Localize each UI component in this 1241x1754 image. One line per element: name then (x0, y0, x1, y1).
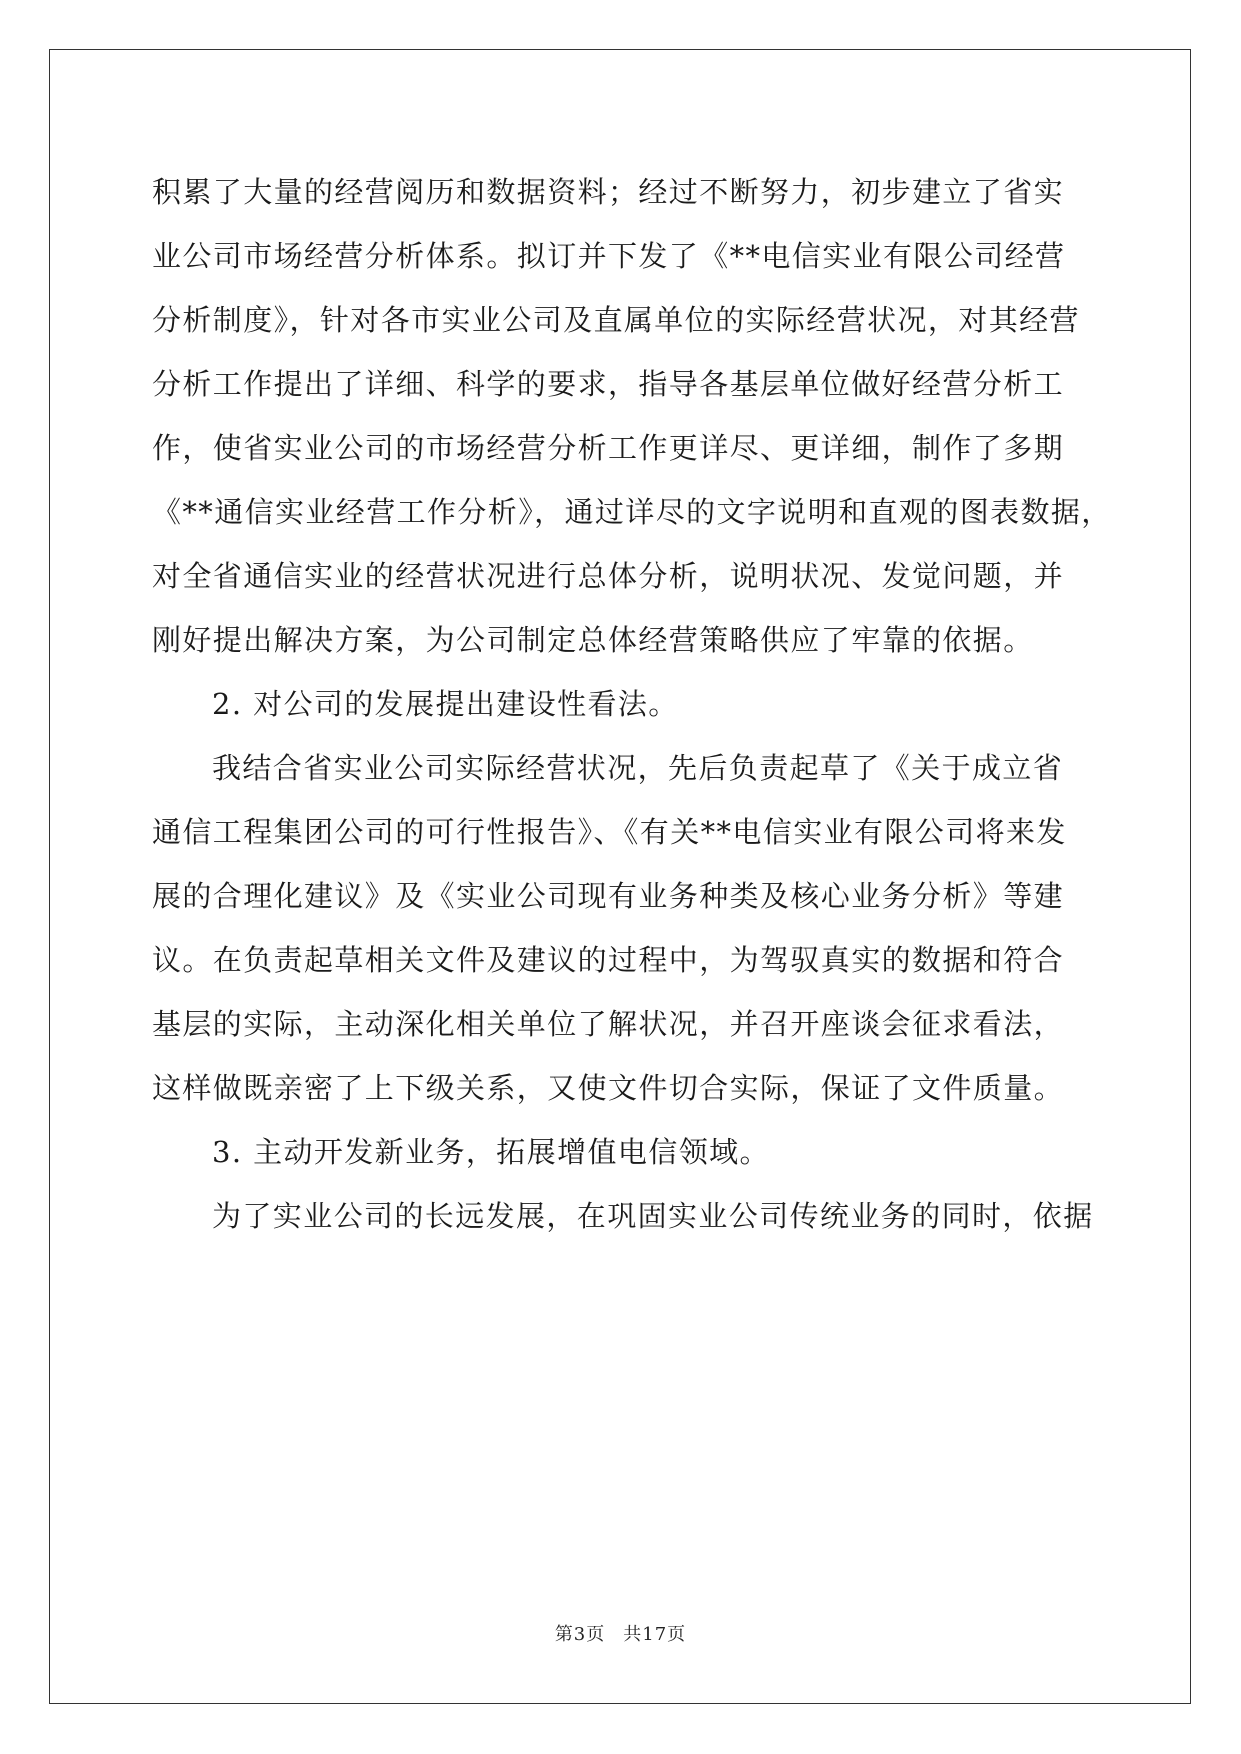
text-line: 积累了大量的经营阅历和数据资料；经过不断努力，初步建立了省实 (152, 175, 1065, 209)
page-footer (0, 1620, 1241, 1646)
text-line: 通信工程集团公司的可行性报告》、《有关**电信实业有限公司将来发 (152, 815, 1067, 849)
text-line: 刚好提出解决方案，为公司制定总体经营策略供应了牢靠的依据。 (152, 623, 1034, 657)
text-line: 为了实业公司的长远发展，在巩固实业公司传统业务的同时，依据 (212, 1199, 1094, 1233)
text-line: 对全省通信实业的经营状况进行总体分析，说明状况、发觉问题，并 (152, 559, 1065, 593)
text-line: 分析工作提出了详细、科学的要求，指导各基层单位做好经营分析工 (152, 367, 1065, 401)
text-line: 2. 对公司的发展提出建设性看法。 (212, 687, 679, 721)
text-line: 展的合理化建议》及《实业公司现有业务种类及核心业务分析》等建 (152, 879, 1065, 913)
text-line: 这样做既亲密了上下级关系，又使文件切合实际，保证了文件质量。 (152, 1071, 1065, 1105)
text-line: 基层的实际，主动深化相关单位了解状况，并召开座谈会征求看法， (152, 1007, 1065, 1041)
page-total: 共17页 (623, 1624, 687, 1645)
text-line: 我结合省实业公司实际经营状况，先后负责起草了《关于成立省 (212, 751, 1064, 785)
text-line: 作，使省实业公司的市场经营分析工作更详尽、更详细，制作了多期 (152, 431, 1065, 465)
text-line: 议。在负责起草相关文件及建议的过程中，为驾驭真实的数据和符合 (152, 943, 1065, 977)
text-line: 分析制度》，针对各市实业公司及直属单位的实际经营状况，对其经营 (152, 303, 1080, 337)
text-line: 3. 主动开发新业务，拓展增值电信领域。 (212, 1135, 770, 1169)
text-line: 《**通信实业经营工作分析》，通过详尽的文字说明和直观的图表数据， (152, 495, 1112, 529)
page-number: 第3页 (554, 1624, 606, 1645)
document-body (152, 160, 1112, 1248)
text-line: 业公司市场经营分析体系。拟订并下发了《**电信实业有限公司经营 (152, 239, 1066, 273)
